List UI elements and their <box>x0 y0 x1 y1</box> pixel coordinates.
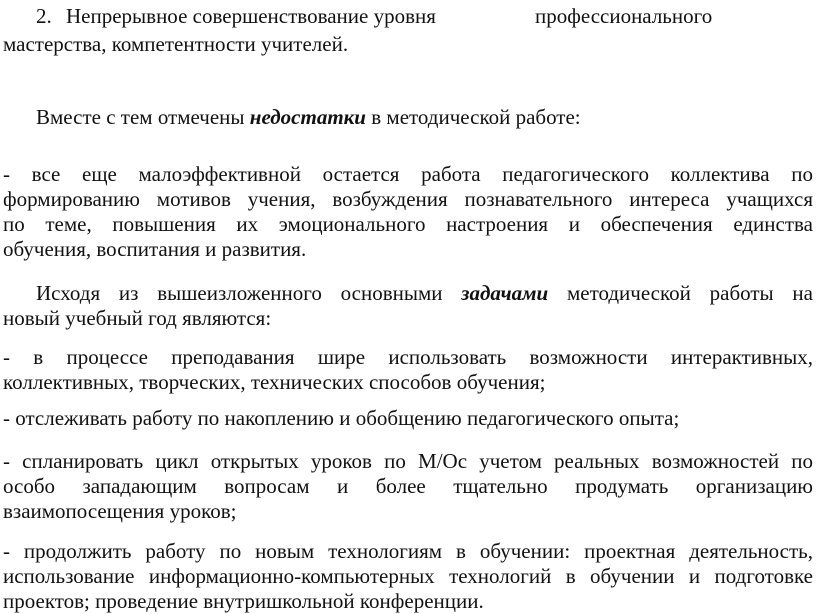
task1-line-2: коллективных, творческих, технических способов обучения; <box>3 370 546 394</box>
tasks-intro-after: методической работы на <box>548 281 813 305</box>
task3-line-1: - спланировать цикл открытых уроков по М/Ос учетом реальных возможностей по <box>3 449 813 473</box>
task2-line: - отслеживать работу по накоплению и обобщению педагогического опыта; <box>3 406 680 430</box>
task4-line-3: проектов; проведение внутришкольной конференции. <box>3 589 484 613</box>
tasks-emphasis: задачами <box>461 281 549 305</box>
item2-text-a: Непрерывное совершенствование уровня <box>66 4 436 28</box>
task4-line-1: - продолжить работу по новым технологиям в обучении: проектная деятельность, <box>3 539 813 563</box>
shortcomings-line-2: формированию мотивов учения, возбуждения познавательного интереса учащихся <box>3 187 813 211</box>
tasks-intro-line2: новый учебный год являются: <box>3 306 272 330</box>
shortcomings-intro-after: в методической работе: <box>365 105 581 129</box>
item2-line2: мастерства, компетентности учителей. <box>3 32 349 56</box>
tasks-intro <box>36 281 813 306</box>
task4-line-2: использование информационно-компьютерных технологий в обучении и подготовке <box>3 564 813 588</box>
shortcomings-line-3: по теме, повышения их эмоционального настроения и обеспечения единства <box>3 212 813 236</box>
shortcomings-line-1: - все еще малоэффективной остается работа педагогического коллектива по <box>3 162 813 186</box>
shortcomings-intro-before: Вместе с тем отмечены <box>36 105 250 129</box>
task3-line-2: особо западающим вопросам и более тщательно продумать организацию <box>3 474 813 498</box>
task3-line-3: взаимопосещения уроков; <box>3 499 237 523</box>
shortcomings-emphasis: недостатки <box>249 105 366 129</box>
task1-line-1: - в процессе преподавания шире использовать возможности интерактивных, <box>3 345 813 369</box>
item2-text-b: профессионального <box>535 4 713 28</box>
item2-number: 2. <box>36 4 52 28</box>
shortcomings-intro <box>36 105 581 130</box>
shortcomings-line-4: обучения, воспитания и развития. <box>3 237 307 261</box>
tasks-intro-before: Исходя из вышеизложенного основными <box>36 281 462 305</box>
